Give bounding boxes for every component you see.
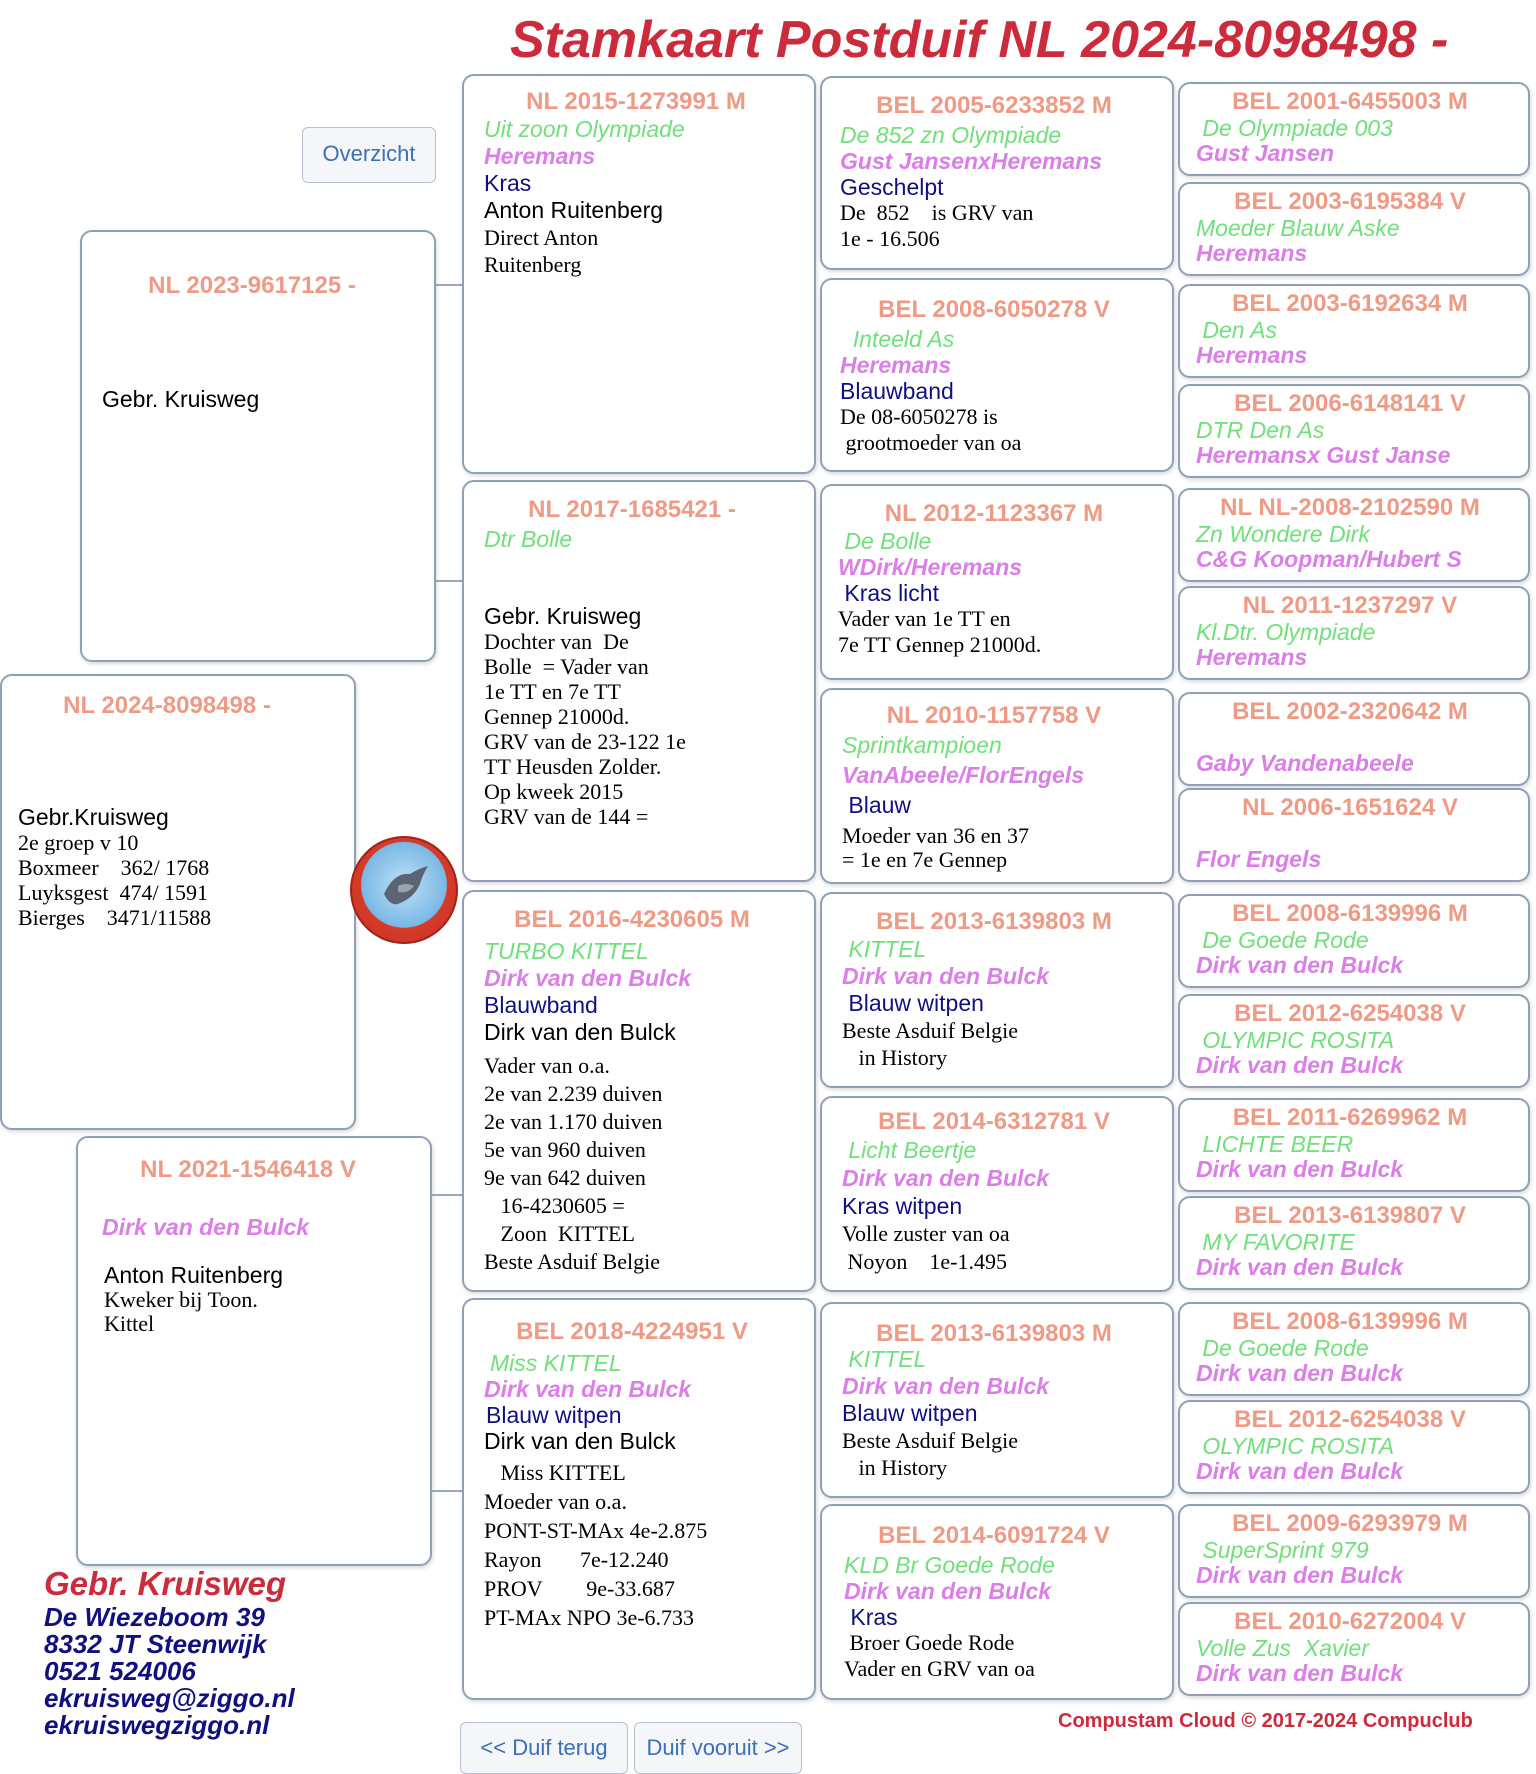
gggp-name: Kl.Dtr. Olympiade [1196, 619, 1376, 645]
ggp-color: Geschelpt [840, 174, 944, 200]
gggp-ring: BEL 2008-6139996 M [1232, 900, 1468, 927]
gggp-ring: BEL 2002-2320642 M [1232, 698, 1468, 725]
gggp-ring: BEL 2012-6254038 V [1234, 1000, 1466, 1027]
gggp-name [1196, 726, 1414, 751]
gp-ring: NL 2015-1273991 M [526, 88, 746, 115]
gp-color: Blauwband [484, 992, 598, 1018]
mother-breeder: Dirk van den Bulck [102, 1214, 310, 1240]
ggp-note: Volle zuster van oa [842, 1221, 1010, 1246]
gggp-ring: BEL 2012-6254038 V [1234, 1406, 1466, 1433]
gggp-breeder: Flor Engels [1196, 846, 1322, 872]
ggp-note: Beste Asduif Belgie [842, 1428, 1018, 1453]
gp-note: 1e TT en 7e TT [484, 679, 621, 704]
ggp-name: KLD Br Goede Rode [844, 1552, 1055, 1578]
ggp-breeder: Gust JansenxHeremans [840, 148, 1103, 174]
gp-note: 2e van 1.170 duiven [484, 1109, 663, 1134]
ggp-color: Kras witpen [842, 1193, 963, 1219]
gggp-ring: BEL 2003-6192634 M [1232, 290, 1468, 317]
gggp-ring: BEL 2008-6139996 M [1232, 1308, 1468, 1335]
ggp-breeder: WDirk/Heremans [838, 554, 1023, 580]
subject-note: Boxmeer 362/ 1768 [18, 855, 210, 880]
ggp-breeder: Dirk van den Bulck [842, 1373, 1050, 1399]
gggp-name: OLYMPIC ROSITA [1196, 1027, 1395, 1053]
gp-note: Bolle = Vader van [484, 654, 649, 679]
gp-name: TURBO KITTEL [484, 938, 649, 964]
gggp-ring: BEL 2001-6455003 M [1232, 88, 1468, 115]
ggp-name: De 852 zn Olympiade [840, 122, 1062, 148]
gp-note: Zoon KITTEL [484, 1221, 635, 1246]
gp-note: Moeder van o.a. [484, 1489, 627, 1514]
gp-breeder: Dirk van den Bulck [484, 965, 692, 991]
gp-note: Rayon 7e-12.240 [484, 1547, 669, 1572]
gp-owner: Gebr. Kruisweg [484, 603, 642, 629]
ggp-note: Vader van 1e TT en [838, 606, 1011, 631]
gggp-ring: BEL 2003-6195384 V [1234, 188, 1466, 215]
gp-note: Gennep 21000d. [484, 704, 630, 729]
great-great-grandparent-card[interactable] [1178, 586, 1530, 680]
ggp-note: Beste Asduif Belgie [842, 1018, 1018, 1043]
mother-note: Kittel [104, 1311, 155, 1336]
connector-line [432, 1194, 462, 1196]
father-card[interactable] [80, 230, 436, 662]
gggp-breeder: Heremans [1196, 644, 1308, 670]
connector-line [432, 1490, 462, 1492]
ggp-name: Sprintkampioen [842, 732, 1002, 758]
ggp-color: Blauw [842, 792, 912, 818]
gggp-name: OLYMPIC ROSITA [1196, 1433, 1395, 1459]
gp-name: Uit zoon Olympiade [484, 116, 685, 142]
gp-note: PROV 9e-33.687 [484, 1576, 675, 1601]
great-grandparent-card[interactable] [820, 484, 1174, 680]
gggp-name [1196, 822, 1321, 847]
gp-note: TT Heusden Zolder. [484, 754, 662, 779]
ggp-note: in History [842, 1455, 948, 1480]
gggp-name: LICHTE BEER [1196, 1131, 1354, 1157]
subject-note: 2e groep v 10 [18, 830, 139, 855]
gp-note: Ruitenberg [484, 252, 582, 277]
ggp-color: Blauwband [840, 378, 954, 404]
great-grandparent-card[interactable] [820, 76, 1174, 270]
gggp-breeder: Dirk van den Bulck [1196, 1254, 1404, 1280]
owner-phone: 0521 524006 [44, 1656, 196, 1686]
gp-note: Vader van o.a. [484, 1053, 610, 1078]
mother-owner: Anton Ruitenberg [104, 1262, 284, 1288]
ggp-ring: NL 2012-1123367 M [884, 500, 1104, 527]
subject-note: Luyksgest 474/ 1591 [18, 880, 209, 905]
gggp-breeder: Dirk van den Bulck [1196, 1360, 1404, 1386]
great-grandparent-card[interactable] [820, 688, 1174, 884]
ggp-color: Kras licht [838, 580, 939, 606]
gggp-breeder: Heremansx Gust Janse [1196, 442, 1451, 468]
great-great-grandparent-card[interactable] [1178, 788, 1530, 882]
gggp-name: Zn Wondere Dirk [1196, 521, 1370, 547]
gggp-ring: NL 2011-1237297 V [1242, 592, 1458, 619]
owner-name: Gebr. Kruisweg [44, 1565, 287, 1602]
overview-button[interactable]: Overzicht [302, 127, 436, 183]
ggp-note: Vader en GRV van oa [844, 1656, 1035, 1681]
great-great-grandparent-card[interactable] [1178, 1504, 1530, 1598]
gp-note: 5e van 960 duiven [484, 1137, 646, 1162]
ggp-note: De 852 is GRV van [840, 200, 1034, 225]
great-great-grandparent-card[interactable] [1178, 692, 1530, 786]
ggp-color: Kras [844, 1604, 898, 1630]
father-owner: Gebr. Kruisweg [102, 386, 260, 412]
gggp-breeder: Dirk van den Bulck [1196, 1660, 1404, 1686]
great-great-grandparent-card[interactable] [1178, 1196, 1530, 1290]
gp-note: GRV van de 23-122 1e [484, 729, 686, 754]
ggp-note: in History [842, 1045, 948, 1070]
ggp-note: 7e TT Gennep 21000d. [838, 632, 1042, 657]
gggp-ring: BEL 2013-6139807 V [1234, 1202, 1466, 1229]
gggp-name: Moeder Blauw Aske [1196, 215, 1400, 241]
connector-line [436, 284, 462, 286]
ggp-color: Blauw witpen [842, 990, 984, 1016]
great-grandparent-card[interactable] [820, 1302, 1174, 1498]
gp-owner: Dirk van den Bulck [484, 1019, 676, 1045]
gggp-breeder: Dirk van den Bulck [1196, 1458, 1404, 1484]
gp-note: Op kweek 2015 [484, 779, 624, 804]
gggp-breeder: Dirk van den Bulck [1196, 1156, 1404, 1182]
father-ring: NL 2023-9617125 - [148, 272, 356, 299]
copyright-notice: Compustam Cloud © 2017-2024 Compuclub [1058, 1710, 1473, 1732]
ggp-name: De Bolle [838, 528, 932, 554]
gp-breeder: Dirk van den Bulck [484, 1376, 692, 1402]
ggp-ring: BEL 2014-6312781 V [878, 1108, 1110, 1135]
grandparent-card[interactable] [462, 74, 816, 474]
ggp-ring: NL 2010-1157758 V [886, 702, 1102, 729]
gggp-ring: BEL 2009-6293979 M [1232, 1510, 1468, 1537]
gp-color: Kras [484, 170, 532, 196]
ggp-ring: BEL 2013-6139803 M [876, 1320, 1112, 1347]
ggp-ring: BEL 2013-6139803 M [876, 908, 1112, 935]
great-great-grandparent-card[interactable] [1178, 1098, 1530, 1192]
great-great-grandparent-card[interactable] [1178, 894, 1530, 988]
gggp-ring: NL 2006-1651624 V [1242, 794, 1458, 821]
gp-name: Miss KITTEL [490, 1350, 622, 1376]
ggp-name: KITTEL [842, 1346, 927, 1372]
gggp-name: MY FAVORITE [1196, 1229, 1355, 1255]
next-pigeon-button[interactable]: Duif vooruit >> [634, 1722, 802, 1774]
gggp-breeder: Dirk van den Bulck [1196, 1052, 1404, 1078]
mother-note: Kweker bij Toon. [104, 1287, 258, 1312]
owner-city: 8332 JT Steenwijk [44, 1629, 267, 1659]
gp-note: Dochter van De [484, 629, 629, 654]
gp-note: GRV van de 144 = [484, 804, 649, 829]
ggp-name: Inteeld As [840, 326, 955, 352]
ggp-ring: BEL 2014-6091724 V [878, 1522, 1110, 1549]
gggp-breeder: Gaby Vandenabeele [1196, 750, 1414, 776]
mother-card[interactable] [76, 1136, 432, 1566]
great-grandparent-card[interactable] [820, 892, 1174, 1088]
gp-note: Miss KITTEL [484, 1460, 626, 1485]
gggp-breeder: C&G Koopman/Hubert S [1196, 546, 1462, 572]
great-grandparent-card[interactable] [820, 1096, 1174, 1292]
ggp-breeder: VanAbeele/FlorEngels [842, 762, 1084, 788]
ggp-note: = 1e en 7e Gennep [842, 847, 1008, 872]
great-great-grandparent-card[interactable] [1178, 994, 1530, 1088]
gggp-ring: NL NL-2008-2102590 M [1220, 494, 1480, 521]
ggp-breeder: Dirk van den Bulck [842, 963, 1050, 989]
owner-website[interactable]: ekruiswegziggo.nl [44, 1710, 270, 1740]
prev-pigeon-button[interactable]: << Duif terug [460, 1722, 628, 1774]
great-great-grandparent-card[interactable] [1178, 182, 1530, 276]
gggp-name: SuperSprint 979 [1196, 1537, 1369, 1563]
gp-ring: BEL 2018-4224951 V [516, 1318, 748, 1345]
owner-street: De Wiezeboom 39 [44, 1602, 265, 1632]
gggp-name: DTR Den As [1196, 417, 1325, 443]
gggp-name: De Goede Rode [1196, 1335, 1369, 1361]
subject-note: Bierges 3471/11588 [18, 905, 212, 930]
ggp-name: Licht Beertje [842, 1137, 977, 1163]
gggp-name: Volle Zus Xavier [1196, 1635, 1369, 1661]
grandparent-card[interactable] [462, 480, 816, 882]
page-title: Stamkaart Postduif NL 2024-8098498 - [510, 11, 1449, 69]
ggp-breeder: Heremans [840, 352, 952, 378]
great-great-grandparent-card[interactable] [1178, 1400, 1530, 1494]
great-great-grandparent-card[interactable] [1178, 384, 1530, 478]
pigeon-logo-icon [350, 836, 458, 944]
gggp-name: De Olympiade 003 [1196, 115, 1393, 141]
gp-color: Blauw witpen [486, 1402, 622, 1428]
great-great-grandparent-card[interactable] [1178, 284, 1530, 378]
ggp-breeder: Dirk van den Bulck [844, 1578, 1052, 1604]
ggp-note: Moeder van 36 en 37 [842, 823, 1029, 848]
great-great-grandparent-card[interactable] [1178, 1602, 1530, 1696]
gp-ring: BEL 2016-4230605 M [514, 906, 750, 933]
gggp-breeder: Heremans [1196, 240, 1308, 266]
ggp-note: Broer Goede Rode [844, 1630, 1015, 1655]
gp-name: Dtr Bolle [484, 526, 573, 552]
gggp-ring: BEL 2011-6269962 M [1232, 1104, 1468, 1131]
gggp-breeder: Heremans [1196, 342, 1308, 368]
gggp-name: De Goede Rode [1196, 927, 1369, 953]
gp-note: Direct Anton [484, 225, 599, 250]
gggp-breeder: Dirk van den Bulck [1196, 952, 1404, 978]
gggp-ring: BEL 2010-6272004 V [1234, 1608, 1466, 1635]
gp-note: Beste Asduif Belgie [484, 1249, 660, 1274]
ggp-ring: BEL 2008-6050278 V [878, 296, 1110, 323]
subject-owner: Gebr.Kruisweg [18, 804, 169, 830]
great-grandparent-card[interactable] [820, 1504, 1174, 1700]
great-great-grandparent-card[interactable] [1178, 1302, 1530, 1396]
connector-line [436, 580, 462, 582]
ggp-name: KITTEL [842, 936, 927, 962]
grandparent-card[interactable] [462, 890, 816, 1292]
gp-breeder: Heremans [484, 143, 596, 169]
subject-card[interactable] [0, 674, 356, 1130]
great-great-grandparent-card[interactable] [1178, 488, 1530, 582]
mother-ring: NL 2021-1546418 V [140, 1156, 356, 1183]
gp-note: PT-MAx NPO 3e-6.733 [484, 1605, 695, 1630]
gp-ring: NL 2017-1685421 - [528, 496, 736, 523]
gggp-breeder: Gust Jansen [1196, 140, 1335, 166]
gggp-breeder: Dirk van den Bulck [1196, 1562, 1404, 1588]
gp-note: 16-4230605 = [484, 1193, 625, 1218]
gggp-ring: BEL 2006-6148141 V [1234, 390, 1466, 417]
pigeon-icon [380, 864, 432, 914]
great-great-grandparent-card[interactable] [1178, 82, 1530, 176]
gp-note: 2e van 2.239 duiven [484, 1081, 663, 1106]
gp-owner: Dirk van den Bulck [484, 1428, 676, 1454]
gp-note: PONT-ST-MAx 4e-2.875 [484, 1518, 708, 1543]
grandparent-card[interactable] [462, 1298, 816, 1700]
subject-ring: NL 2024-8098498 - [63, 692, 271, 719]
gggp-name: Den As [1196, 317, 1277, 343]
ggp-note: 1e - 16.506 [840, 226, 940, 251]
gp-note: 9e van 642 duiven [484, 1165, 646, 1190]
ggp-ring: BEL 2005-6233852 M [876, 92, 1112, 119]
owner-email[interactable]: ekruisweg@ziggo.nl [44, 1683, 295, 1713]
ggp-note: grootmoeder van oa [840, 430, 1022, 455]
ggp-color: Blauw witpen [842, 1400, 978, 1426]
ggp-note: De 08-6050278 is [840, 404, 998, 429]
great-grandparent-card[interactable] [820, 278, 1174, 472]
gp-owner: Anton Ruitenberg [484, 197, 664, 223]
ggp-note: Noyon 1e-1.495 [842, 1249, 1007, 1274]
ggp-breeder: Dirk van den Bulck [842, 1165, 1050, 1191]
